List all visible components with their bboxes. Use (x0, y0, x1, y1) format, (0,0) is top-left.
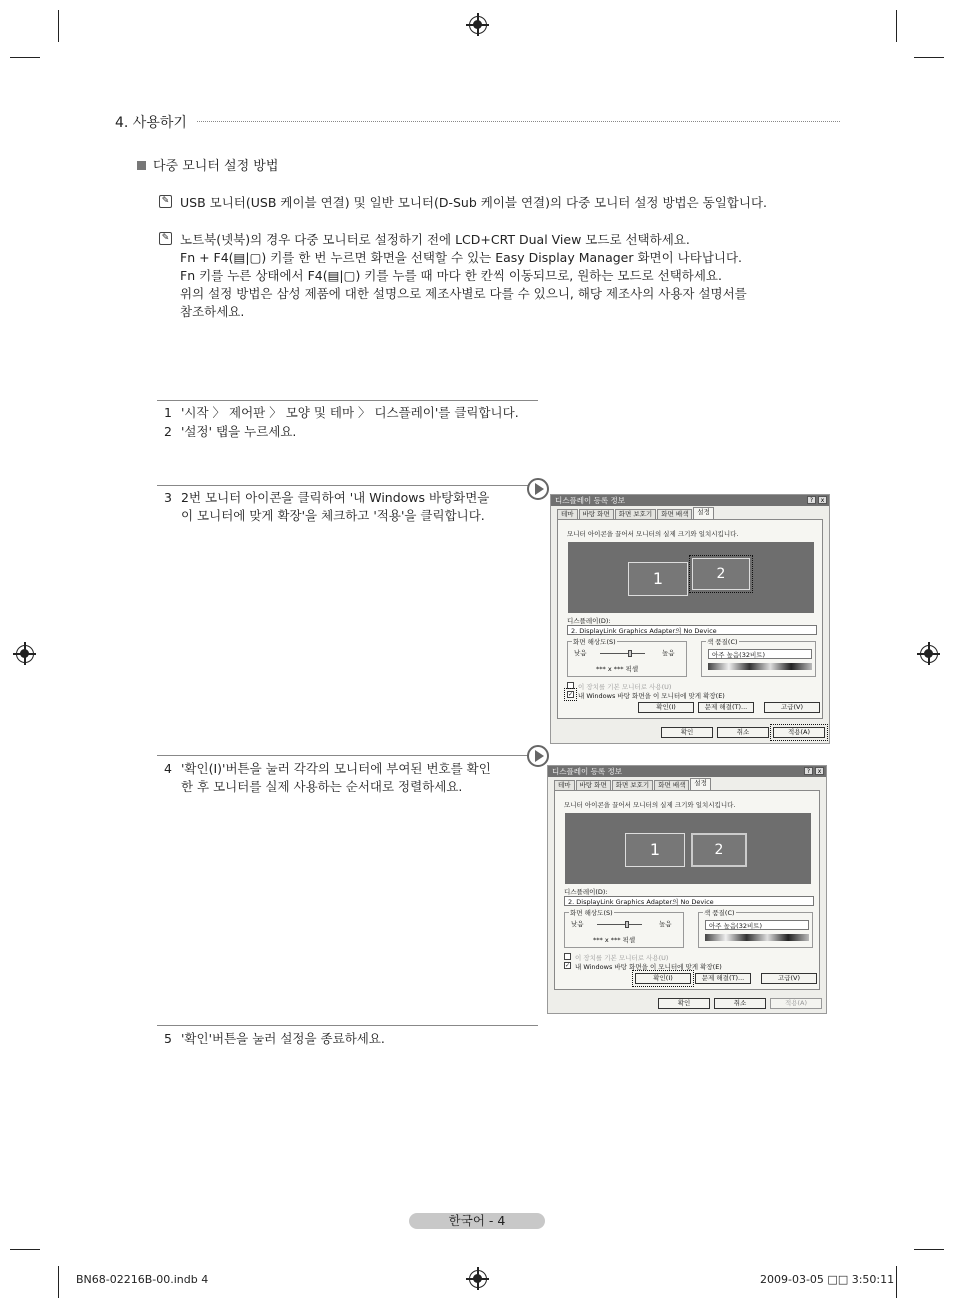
primary-monitor-checkbox[interactable] (564, 953, 571, 960)
close-button[interactable]: x (818, 496, 827, 504)
extend-desktop-label: 내 Windows 바탕 화면을 이 모니터에 맞게 확장(E) (575, 963, 722, 971)
crop-mark (58, 1266, 59, 1298)
monitor-arrangement-area (565, 813, 811, 884)
tab-theme[interactable]: 테마 (554, 780, 575, 790)
resolution-slider-thumb[interactable] (628, 650, 632, 657)
instruction-text: 모니터 아이콘을 끌어서 모니터의 실제 크기와 일치시킵니다. (564, 801, 736, 809)
tab-settings[interactable]: 설정 (690, 778, 711, 790)
resolution-slider-thumb[interactable] (625, 921, 629, 928)
extend-desktop-checkbox[interactable]: ✓ (568, 691, 574, 698)
low-label: 낮음 (574, 649, 587, 657)
divider (157, 400, 538, 401)
settings-panel (557, 519, 823, 719)
color-sample-bar (705, 934, 809, 941)
footer-datetime: 2009-03-05 □□ 3:50:11 (760, 1273, 895, 1286)
resolution-group: 화면 해상도(S) 낮음 높음 *** x *** 픽셀 (567, 641, 687, 677)
crop-mark (58, 10, 59, 42)
apply-button[interactable]: 적용(A) (770, 998, 822, 1009)
color-quality-group: 색 품질(C) 아주 높음(32비트) (698, 912, 813, 948)
tab-screensaver[interactable]: 화면 보호기 (612, 780, 653, 790)
step-2: 2 '설정' 탭을 누르세요. (164, 424, 297, 439)
extend-desktop-label: 내 Windows 바탕 화면을 이 모니터에 맞게 확장(E) (578, 692, 725, 700)
crop-mark (914, 1249, 944, 1250)
display-select[interactable]: 2. DisplayLink Graphics Adapter의 No Device (564, 896, 814, 906)
monitor-arrangement-area (568, 542, 814, 613)
primary-monitor-label: 이 장치를 기본 모니터로 사용(U) (578, 683, 672, 691)
extend-desktop-checkbox[interactable]: ✓ (565, 962, 571, 969)
identify-button[interactable]: 확인(I) (635, 973, 691, 984)
identify-button[interactable]: 확인(I) (638, 702, 694, 713)
step-1: 1 '시작 〉 제어판 〉 모양 및 테마 〉 디스플레이'를 클릭합니다. (164, 405, 519, 420)
troubleshoot-button[interactable]: 문제 해결(T)... (698, 702, 754, 713)
monitor-1-icon[interactable]: 1 (625, 833, 685, 867)
display-properties-dialog-step4 (547, 765, 827, 1014)
display-label: 디스플레이(D): (567, 617, 611, 625)
step-3: 3 2번 모니터 아이콘을 클릭하여 '내 Windows 바탕화면을 이 모니터에 맞게 확장'을 체크하고 '적용'을 클릭합니다. (164, 490, 490, 523)
crop-mark (10, 57, 40, 58)
tab-desktop[interactable]: 바탕 화면 (576, 780, 611, 790)
cancel-button[interactable]: 취소 (714, 998, 766, 1009)
apply-button[interactable]: 적용(A) (773, 727, 825, 738)
arrow-right-icon (527, 478, 549, 500)
pixels-readout: *** x *** 픽셀 (593, 936, 636, 944)
crop-mark (896, 10, 897, 42)
registration-mark-icon (16, 645, 34, 663)
divider (157, 485, 530, 486)
crop-mark (10, 1249, 40, 1250)
color-sample-bar (708, 663, 812, 670)
resolution-slider[interactable] (597, 924, 642, 925)
registration-mark-icon (469, 16, 487, 34)
tab-screensaver[interactable]: 화면 보호기 (615, 509, 656, 519)
high-label: 높음 (662, 649, 675, 657)
registration-mark-icon (469, 1270, 487, 1288)
title-leader-dots (197, 121, 840, 122)
tab-bar (557, 509, 715, 519)
note-icon: ✎ (159, 232, 172, 245)
color-quality-select[interactable]: 아주 높음(32비트) (705, 920, 809, 930)
resolution-group: 화면 해상도(S) 낮음 높음 *** x *** 픽셀 (564, 912, 684, 948)
step-4: 4 '확인(I)'버튼을 눌러 각각의 모니터에 부여된 번호를 확인 한 후 모니터를 실제 사용하는 순서대로 정렬하세요. (164, 761, 491, 794)
instruction-text: 모니터 아이콘을 끌어서 모니터의 실제 크기와 일치시킵니다. (567, 530, 739, 538)
note-icon: ✎ (159, 195, 172, 208)
tab-bar (554, 780, 712, 790)
troubleshoot-button[interactable]: 문제 해결(T)... (695, 973, 751, 984)
subheading: 다중 모니터 설정 방법 (137, 155, 278, 174)
crop-mark (896, 1266, 897, 1298)
tab-desktop[interactable]: 바탕 화면 (579, 509, 614, 519)
display-select[interactable]: 2. DisplayLink Graphics Adapter의 No Device (567, 625, 817, 635)
note-usb: ✎ USB 모니터(USB 케이블 연결) 및 일반 모니터(D-Sub 케이블 연결)의 다중 모니터 설정 방법은 동일합니다. (159, 194, 849, 212)
step-5: 5 '확인'버튼을 눌러 설정을 종료하세요. (164, 1031, 385, 1046)
tab-settings[interactable]: 설정 (693, 507, 714, 519)
registration-mark-icon (920, 645, 938, 663)
pixels-readout: *** x *** 픽셀 (596, 665, 639, 673)
crop-mark (914, 57, 944, 58)
resolution-slider[interactable] (600, 653, 645, 654)
advanced-button[interactable]: 고급(V) (764, 702, 820, 713)
page-number-badge: 한국어 - 4 (409, 1213, 545, 1229)
cancel-button[interactable]: 취소 (717, 727, 769, 738)
color-quality-group: 색 품질(C) 아주 높음(32비트) (701, 641, 816, 677)
help-button[interactable]: ? (807, 496, 816, 504)
divider (157, 1025, 538, 1026)
note-laptop: ✎ 노트북(넷북)의 경우 다중 모니터로 설정하기 전에 LCD+CRT Dual View 모드로 선택하세요. Fn + F4(▤|▢) 키를 한 번 누르면 화면을 선택할 수 있는 Easy Display Manager 화면이 나타납니다. Fn 키를 누른 상태에서 F4(▤|▢) 키를 누를 때 마다 한 칸씩 이동되므로, 원하는 모드로 선택하세요. 위의 설정 방법은 삼성 제품에 대한 설명으로 제조사별로 다를 수 있으니, 해당 제조사의 사용자 설명서를 참조하세요. (159, 231, 849, 321)
color-quality-select[interactable]: 아주 높음(32비트) (708, 649, 812, 659)
tab-appearance[interactable]: 화면 배색 (654, 780, 689, 790)
advanced-button[interactable]: 고급(V) (761, 973, 817, 984)
settings-panel (554, 790, 820, 990)
arrow-right-icon (527, 745, 549, 767)
primary-monitor-label: 이 장치를 기본 모니터로 사용(U) (575, 954, 669, 962)
display-properties-dialog (550, 494, 830, 744)
ok-button[interactable]: 확인 (658, 998, 710, 1009)
footer-filename: BN68-02216B-00.indb 4 (76, 1273, 209, 1286)
square-bullet-icon (137, 161, 146, 170)
display-label: 디스플레이(D): (564, 888, 608, 896)
dialog-titlebar: 디스플레이 등록 정보 ? x (551, 495, 829, 506)
monitor-2-icon[interactable]: 2 (692, 558, 750, 590)
close-button[interactable]: x (815, 767, 824, 775)
primary-monitor-checkbox[interactable] (567, 682, 574, 689)
monitor-1-icon[interactable]: 1 (628, 562, 688, 596)
monitor-2-icon[interactable]: 2 (691, 833, 747, 867)
ok-button[interactable]: 확인 (661, 727, 713, 738)
tab-appearance[interactable]: 화면 배색 (657, 509, 692, 519)
divider (157, 755, 530, 756)
high-label: 높음 (659, 920, 672, 928)
help-button[interactable]: ? (804, 767, 813, 775)
low-label: 낮음 (571, 920, 584, 928)
tab-theme[interactable]: 테마 (557, 509, 578, 519)
dialog-titlebar: 디스플레이 등록 정보 ? x (548, 766, 826, 777)
section-title: 4. 사용하기 (115, 115, 187, 131)
